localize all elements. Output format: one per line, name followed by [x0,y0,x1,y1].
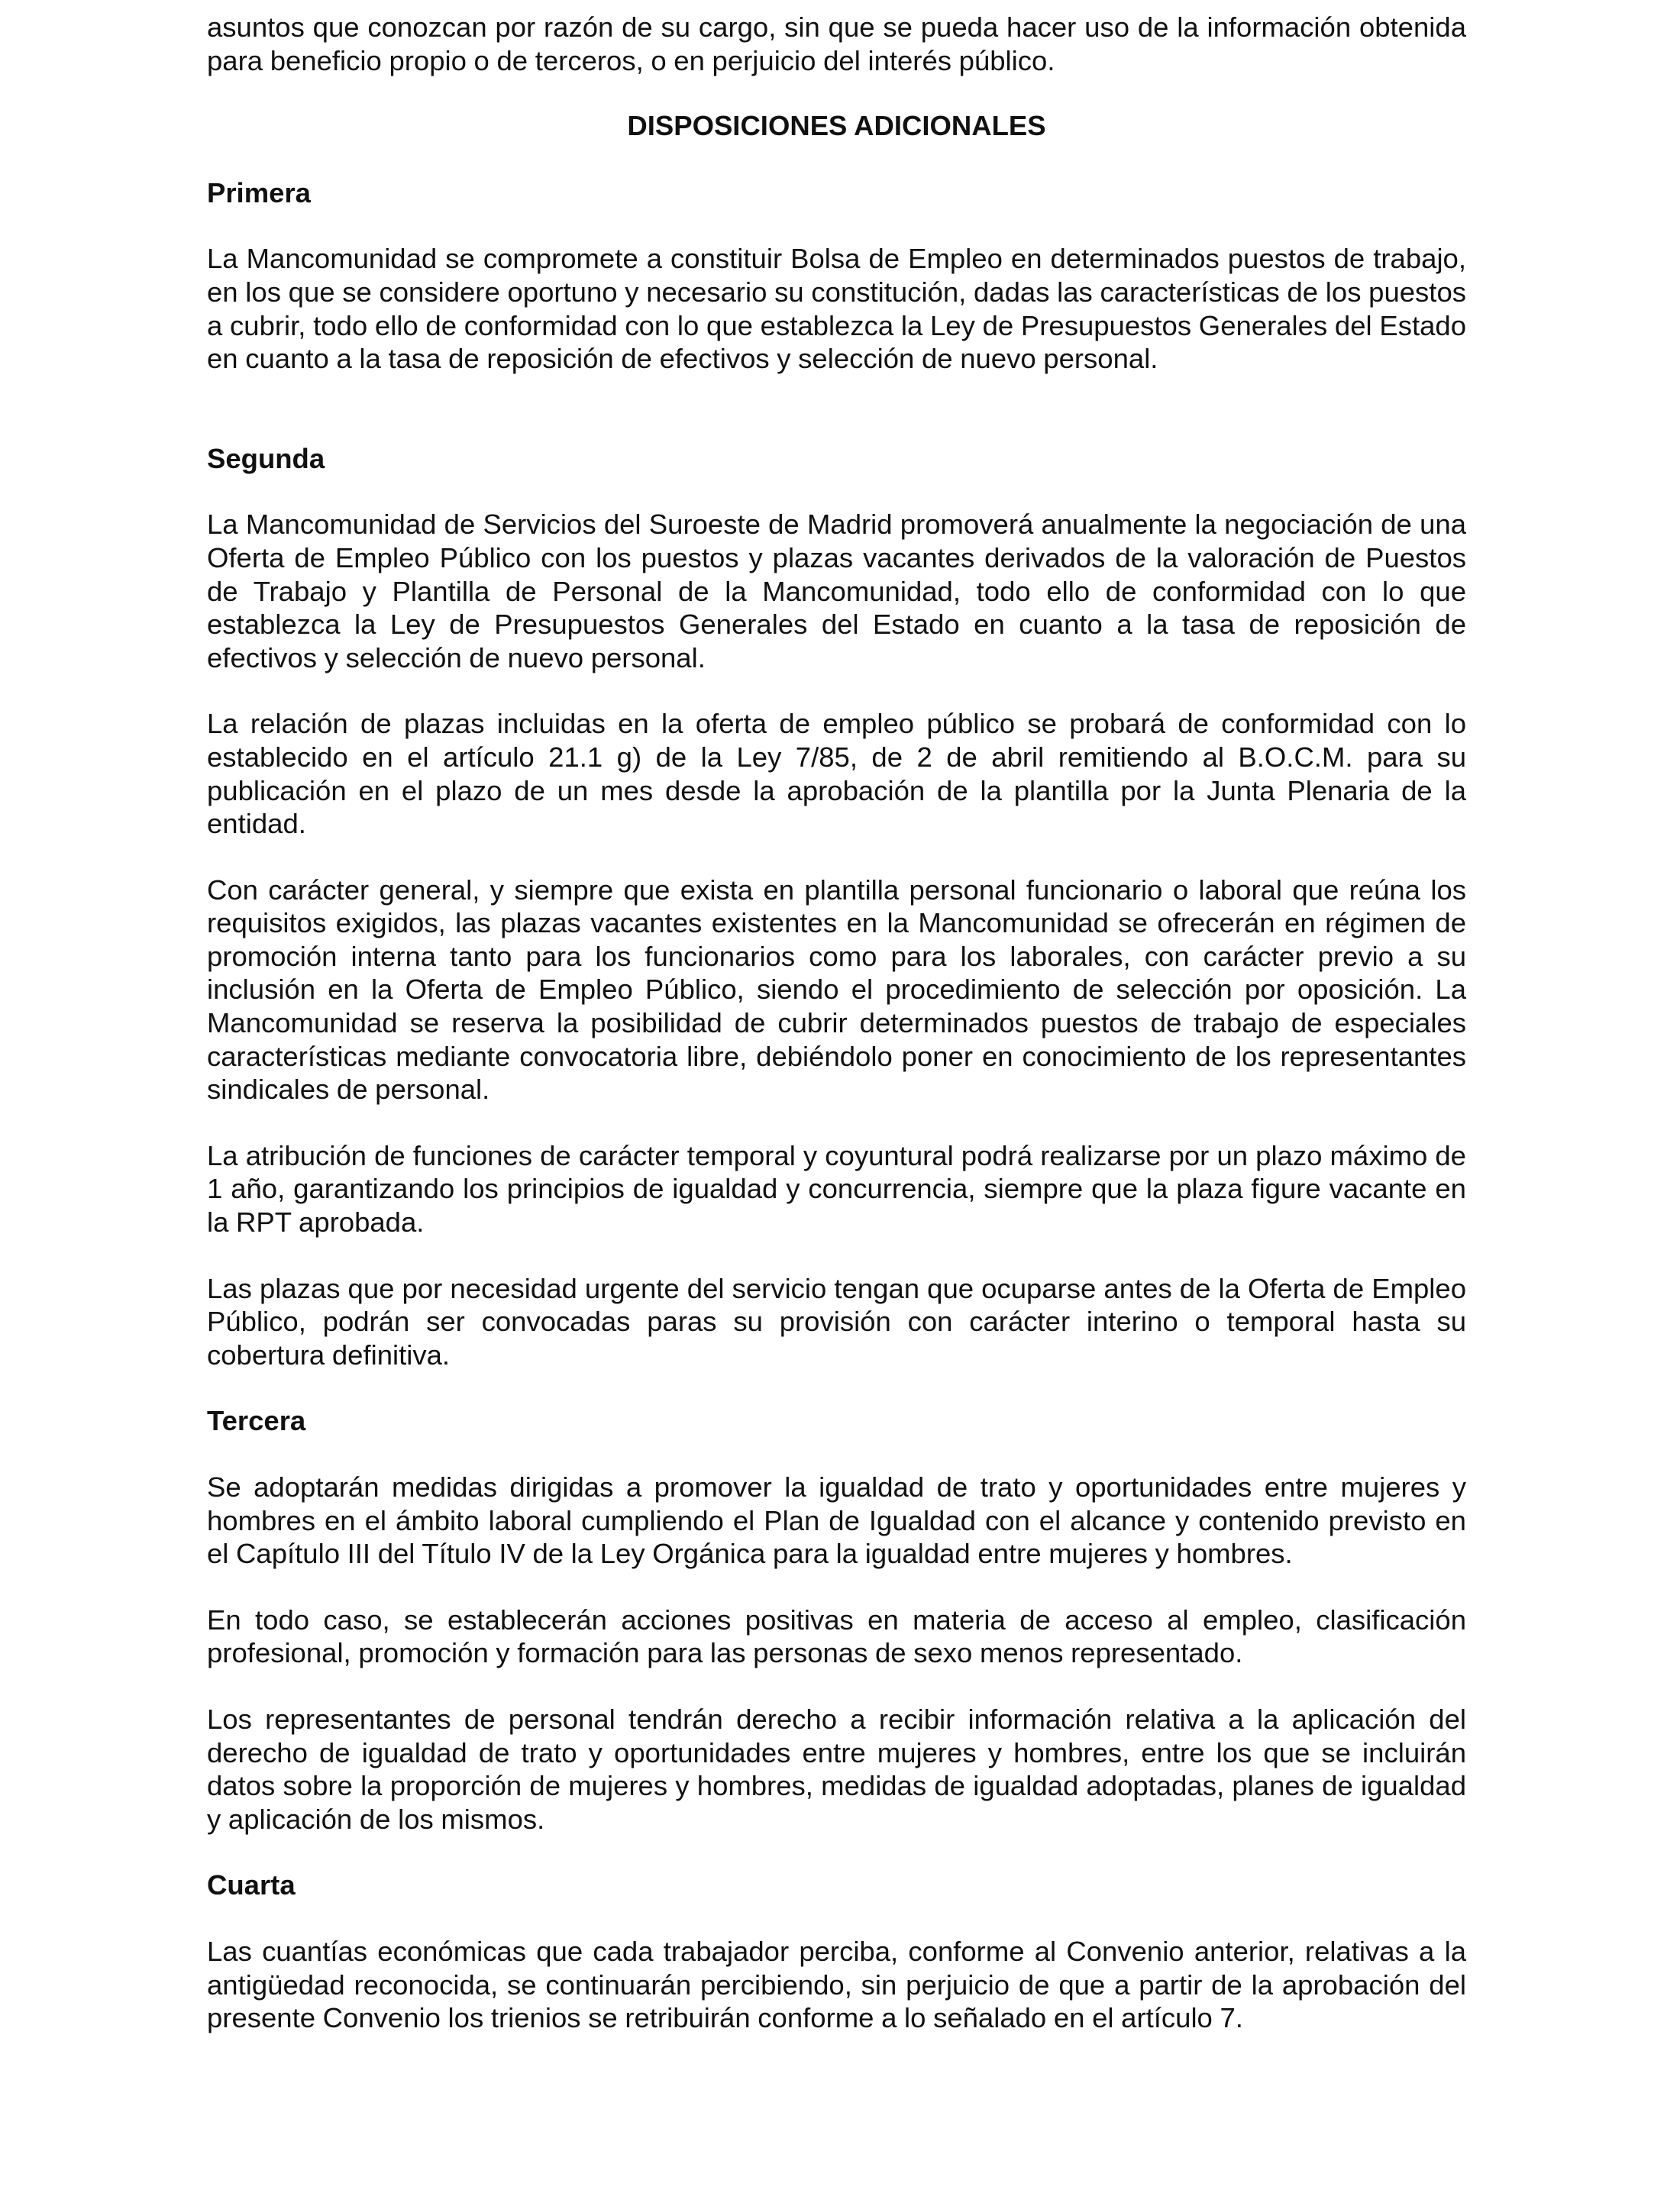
segunda-paragraph-3: Con carácter general, y siempre que exista en plantilla personal funcionario o laboral que reúna los requisitos exigidos, las plazas vacantes existentes en la Mancomunidad se ofrecerán en régimen de promoción interna tanto para los funcionarios como para los laborales, con carácter previo a su inclusión en la Oferta de Empleo Público, siendo el procedimiento de selección por oposición. La Mancomunidad se reserva la posibilidad de cubrir determinados puestos de trabajo de especiales características mediante convocatoria libre, debiéndolo poner en conocimiento de los representantes sindicales de personal. [207,874,1466,1106]
heading-segunda: Segunda [207,442,325,474]
cuarta-paragraph-1: Las cuantías económicas que cada trabajador perciba, conforme al Convenio anterior, relativas a la antigüedad reconocida, se continuarán percibiendo, sin perjuicio de que a partir de la aprobación del presente Convenio los trienios se retribuirán conforme a lo señalado en el artículo 7. [207,1935,1466,2034]
intro-paragraph: asuntos que conozcan por razón de su cargo, sin que se pueda hacer uso de la información obtenida para beneficio propio o de terceros, o en perjuicio del interés público. [207,11,1466,76]
document-page [207,11,1466,2035]
heading-cuarta: Cuarta [207,1869,296,1901]
segunda-paragraph-4: La atribución de funciones de carácter temporal y coyuntural podrá realizarse por un plazo máximo de 1 año, garantizando los principios de igualdad y concurrencia, siempre que la plaza figure vacante en la RPT aprobada. [207,1139,1466,1239]
segunda-paragraph-5: Las plazas que por necesidad urgente del servicio tengan que ocuparse antes de la Oferta de Empleo Público, podrán ser convocadas paras su provisión con carácter interino o temporal hasta su cobertura definitiva. [207,1272,1466,1371]
heading-tercera: Tercera [207,1405,306,1437]
primera-paragraph-1: La Mancomunidad se compromete a constituir Bolsa de Empleo en determinados puestos de trabajo, en los que se considere oportuno y necesario su constitución, dadas las características de los puestos a cubrir, todo ello de conformidad con lo que establezca la Ley de Presupuestos Generales del Estado en cuanto a la tasa de reposición de efectivos y selección de nuevo personal. [207,243,1466,375]
segunda-paragraph-1: La Mancomunidad de Servicios del Suroeste de Madrid promoverá anualmente la negociación de una Oferta de Empleo Público con los puestos y plazas vacantes derivados de la valoración de Puestos de Trabajo y Plantilla de Personal de la Mancomunidad, todo ello de conformidad con lo que establezca la Ley de Presupuestos Generales del Estado en cuanto a la tasa de reposición de efectivos y selección de nuevo personal. [207,509,1466,673]
tercera-paragraph-3: Los representantes de personal tendrán derecho a recibir información relativa a la aplicación del derecho de igualdad de trato y oportunidades entre mujeres y hombres, entre los que se incluirán datos sobre la proporción de mujeres y hombres, medidas de igualdad adoptadas, planes de igualdad y aplicación de los mismos. [207,1703,1466,1835]
tercera-paragraph-2: En todo caso, se establecerán acciones positivas en materia de acceso al empleo, clasificación profesional, promoción y formación para las personas de sexo menos representado. [207,1604,1466,1669]
section-title: DISPOSICIONES ADICIONALES [627,110,1046,142]
heading-primera: Primera [207,176,311,208]
segunda-paragraph-2: La relación de plazas incluidas en la oferta de empleo público se probará de conformidad con lo establecido en el artículo 21.1 g) de la Ley 7/85, de 2 de abril remitiendo al B.O.C.M. para su publicación en el plazo de un mes desde la aprobación de la plantilla por la Junta Plenaria de la entidad. [207,708,1466,840]
tercera-paragraph-1: Se adoptarán medidas dirigidas a promover la igualdad de trato y oportunidades entre mujeres y hombres en el ámbito laboral cumpliendo el Plan de Igualdad con el alcance y contenido previsto en el Capítulo III del Título IV de la Ley Orgánica para la igualdad entre mujeres y hombres. [207,1471,1466,1570]
